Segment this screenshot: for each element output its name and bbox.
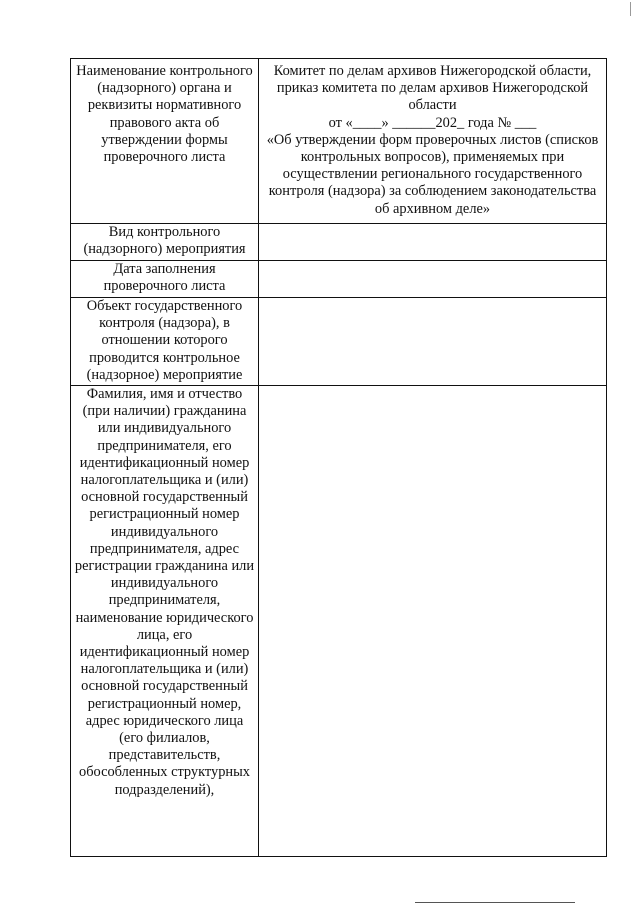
scan-edge-mark: [630, 2, 631, 16]
authority-label: Наименование контрольного (надзорного) органа и реквизиты нормативного правового акта об утверждении формы проверочного листа: [71, 59, 259, 224]
inspection-type-field[interactable]: [259, 224, 607, 261]
form-row-fill-date: [71, 261, 607, 298]
controlled-person-field[interactable]: [259, 386, 607, 857]
controlled-person-label: Фамилия, имя и отчество (при наличии) гражданина или индивидуального предпринимателя, его идентификационный номер налогоплательщика и (или) основной государственный регистрационный номер индивидуального предпринимателя, адрес регистрации гражданина или индивидуального предпринимателя, наименование юридического лица, его идентификационный номер налогоплательщика и (или) основной государственный регистрационный номер, адрес юридического лица (его филиалов, представительств, обособленных структурных подразделений),: [71, 386, 259, 857]
fill-date-field[interactable]: [259, 261, 607, 298]
footer-rule: [415, 902, 575, 903]
order-title-line: «Об утверждении форм проверочных листов (списков контрольных вопросов), применяемых при осуществлении регионального государственного контроля (надзора) за соблюдением законодательства об архивном деле»: [266, 131, 599, 217]
control-object-label: Объект государственного контроля (надзора), в отношении которого проводится контрольное (надзорное) мероприятие: [71, 298, 259, 386]
form-row-inspection-type: [71, 224, 607, 261]
order-date-number-line: от «____» ______202_ года № ___: [328, 114, 537, 131]
control-object-field[interactable]: [259, 298, 607, 386]
fill-date-label: Дата заполнения проверочного листа: [71, 261, 259, 298]
inspection-type-label: Вид контрольного (надзорного) мероприятия: [71, 224, 259, 261]
authority-value: [259, 59, 607, 224]
authority-value-line: Комитет по делам архивов Нижегородской области, приказ комитета по делам архивов Нижегородской области: [273, 63, 592, 114]
inspection-form-table: [70, 58, 607, 857]
form-row-controlled-person: [71, 386, 607, 857]
form-row-control-object: [71, 298, 607, 386]
form-row-authority: [71, 59, 607, 224]
